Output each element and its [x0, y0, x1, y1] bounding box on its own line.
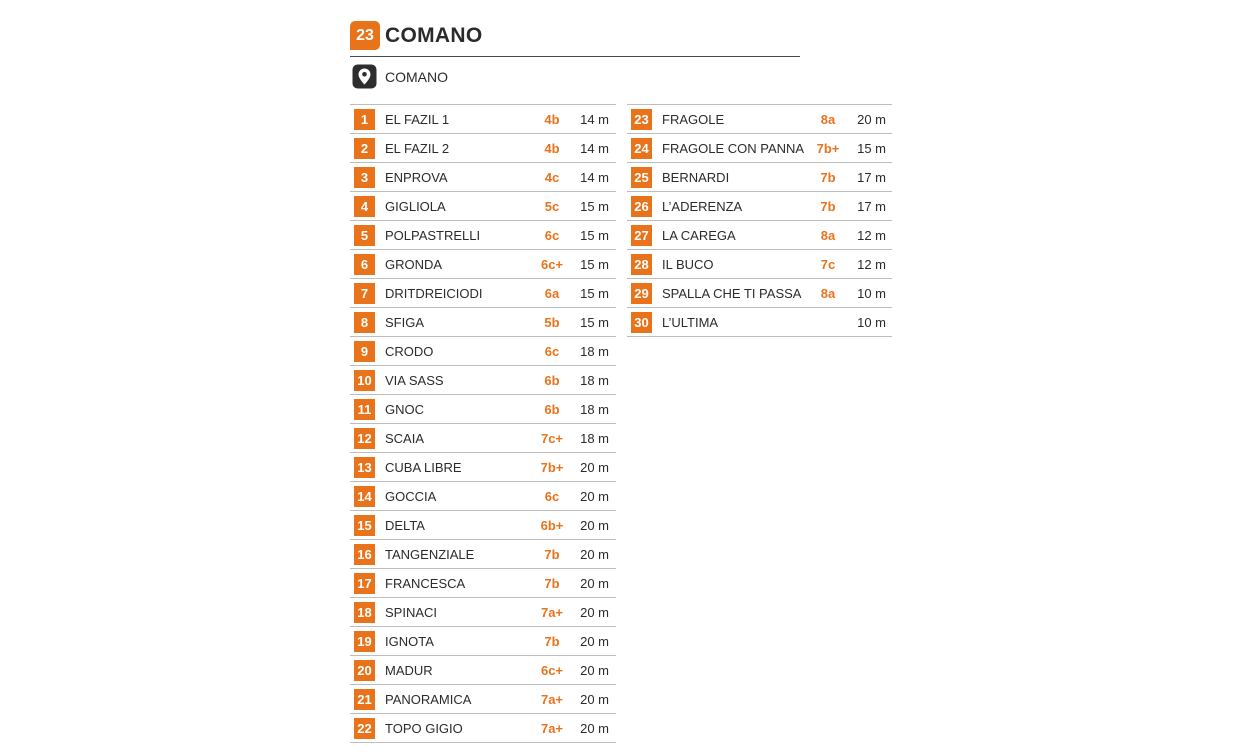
- route-name: LA CAREGA: [662, 228, 736, 243]
- route-grade: 7a+: [540, 605, 564, 620]
- route-grade: 6b: [544, 373, 560, 388]
- route-name: EL FAZIL 1: [385, 112, 450, 127]
- route-grade: 5c: [544, 199, 560, 214]
- route-length: 15 m: [580, 228, 609, 243]
- route-row: [627, 221, 892, 250]
- route-name: GRONDA: [385, 257, 443, 272]
- route-row: [627, 163, 892, 192]
- route-grade: 6c+: [540, 257, 564, 272]
- route-name: GNOC: [385, 402, 424, 417]
- route-row: [627, 308, 892, 337]
- route-number-badge: 9: [354, 341, 375, 362]
- route-row: [350, 540, 616, 569]
- route-name: L’ULTIMA: [662, 315, 719, 330]
- route-length: 12 m: [857, 257, 886, 272]
- route-grade: 7b: [544, 634, 560, 649]
- route-number-badge: 5: [354, 225, 375, 246]
- route-grade: 7b: [820, 170, 836, 185]
- route-row: [350, 250, 616, 279]
- route-number-badge: 22: [354, 718, 375, 739]
- route-grade: 8a: [820, 286, 836, 301]
- route-row: [350, 453, 616, 482]
- route-row: [350, 656, 616, 685]
- route-name: VIA SASS: [385, 373, 444, 388]
- route-length: 12 m: [857, 228, 886, 243]
- route-length: 18 m: [580, 344, 609, 359]
- route-row: [350, 221, 616, 250]
- route-number-badge: 13: [354, 457, 375, 478]
- location-label: COMANO: [385, 69, 448, 85]
- route-grade: 6c: [544, 228, 560, 243]
- route-grade: 7b: [544, 547, 560, 562]
- route-grade: 7c: [820, 257, 836, 272]
- route-number-badge: 21: [354, 689, 375, 710]
- location-pin-icon: [352, 64, 377, 89]
- route-length: 17 m: [857, 170, 886, 185]
- route-name: EL FAZIL 2: [385, 141, 450, 156]
- route-number-badge: 10: [354, 370, 375, 391]
- sector-number-badge: 23: [350, 21, 380, 50]
- route-row: [350, 308, 616, 337]
- route-length: 14 m: [580, 112, 609, 127]
- route-name: TANGENZIALE: [385, 547, 475, 562]
- route-length: 20 m: [580, 518, 609, 533]
- route-row: [350, 105, 616, 134]
- route-length: 20 m: [857, 112, 886, 127]
- route-row: [350, 366, 616, 395]
- route-number-badge: 23: [631, 109, 652, 130]
- route-row: [350, 714, 616, 743]
- route-name: DRITDREICIODI: [385, 286, 483, 301]
- route-number-badge: 16: [354, 544, 375, 565]
- route-grade: 4b: [544, 112, 560, 127]
- route-row: [350, 279, 616, 308]
- route-name: POLPASTRELLI: [385, 228, 481, 243]
- route-name: SFIGA: [385, 315, 425, 330]
- route-length: 15 m: [580, 199, 609, 214]
- route-name: MADUR: [385, 663, 433, 678]
- route-name: GIGLIOLA: [385, 199, 446, 214]
- route-number-badge: 27: [631, 225, 652, 246]
- route-number-badge: 20: [354, 660, 375, 681]
- route-name: CRODO: [385, 344, 434, 359]
- route-grade: 7b: [544, 576, 560, 591]
- route-name: L’ADERENZA: [662, 199, 743, 214]
- route-row: [350, 337, 616, 366]
- route-number-badge: 11: [354, 399, 375, 420]
- route-number-badge: 2: [354, 138, 375, 159]
- route-number-badge: 6: [354, 254, 375, 275]
- route-row: [350, 192, 616, 221]
- route-length: 20 m: [580, 489, 609, 504]
- route-name: FRAGOLE: [662, 112, 725, 127]
- route-length: 18 m: [580, 402, 609, 417]
- sector-header: [350, 21, 800, 57]
- route-name: FRAGOLE CON PANNA: [662, 141, 805, 156]
- route-name: DELTA: [385, 518, 425, 533]
- route-grade: 4c: [544, 170, 560, 185]
- route-number-badge: 8: [354, 312, 375, 333]
- route-number-badge: 17: [354, 573, 375, 594]
- route-number-badge: 12: [354, 428, 375, 449]
- route-name: CUBA LIBRE: [385, 460, 462, 475]
- route-length: 20 m: [580, 576, 609, 591]
- route-row: [627, 279, 892, 308]
- route-grade: 6c: [544, 489, 560, 504]
- route-row: [350, 395, 616, 424]
- route-name: IGNOTA: [385, 634, 434, 649]
- route-length: 18 m: [580, 431, 609, 446]
- route-number-badge: 14: [354, 486, 375, 507]
- route-grade: 7a+: [540, 692, 564, 707]
- route-row: [350, 569, 616, 598]
- route-name: SCAIA: [385, 431, 425, 446]
- route-length: 20 m: [580, 663, 609, 678]
- route-grade: 7b+: [816, 141, 840, 156]
- route-number-badge: 24: [631, 138, 652, 159]
- route-grade: 6b: [544, 402, 560, 417]
- route-name: SPINACI: [385, 605, 438, 620]
- route-length: 20 m: [580, 547, 609, 562]
- route-name: IL BUCO: [662, 257, 714, 272]
- route-name: GOCCIA: [385, 489, 437, 504]
- route-number-badge: 26: [631, 196, 652, 217]
- route-grade: 6c: [544, 344, 560, 359]
- route-number-badge: 7: [354, 283, 375, 304]
- routes-list-left: [350, 104, 616, 743]
- route-grade: 8a: [820, 228, 836, 243]
- route-name: PANORAMICA: [385, 692, 472, 707]
- route-length: 15 m: [580, 286, 609, 301]
- route-row: [627, 250, 892, 279]
- route-number-badge: 4: [354, 196, 375, 217]
- route-row: [350, 134, 616, 163]
- route-row: [350, 163, 616, 192]
- route-number-badge: 3: [354, 167, 375, 188]
- route-number-badge: 25: [631, 167, 652, 188]
- route-row: [350, 424, 616, 453]
- route-length: 15 m: [580, 315, 609, 330]
- route-length: 20 m: [580, 634, 609, 649]
- route-length: 15 m: [857, 141, 886, 156]
- route-number-badge: 29: [631, 283, 652, 304]
- route-grade: 5b: [544, 315, 560, 330]
- route-grade: 4b: [544, 141, 560, 156]
- route-length: 10 m: [857, 315, 886, 330]
- route-grade: 7c+: [540, 431, 564, 446]
- route-row: [350, 482, 616, 511]
- route-length: 18 m: [580, 373, 609, 388]
- route-row: [627, 105, 892, 134]
- route-grade: 6a: [544, 286, 560, 301]
- route-name: SPALLA CHE TI PASSA: [662, 286, 802, 301]
- route-length: 20 m: [580, 460, 609, 475]
- route-grade: 7b+: [540, 460, 564, 475]
- route-number-badge: 30: [631, 312, 652, 333]
- sector-title: COMANO: [385, 24, 483, 47]
- route-length: 15 m: [580, 257, 609, 272]
- routes-list-right: [627, 104, 892, 337]
- route-grade: 6c+: [540, 663, 564, 678]
- route-name: FRANCESCA: [385, 576, 466, 591]
- route-name: TOPO GIGIO: [385, 721, 463, 736]
- route-number-badge: 18: [354, 602, 375, 623]
- route-name: ENPROVA: [385, 170, 448, 185]
- route-number-badge: 28: [631, 254, 652, 275]
- route-row: [350, 685, 616, 714]
- route-length: 20 m: [580, 692, 609, 707]
- route-row: [627, 192, 892, 221]
- route-number-badge: 1: [354, 109, 375, 130]
- route-row: [350, 627, 616, 656]
- route-row: [350, 511, 616, 540]
- route-length: 17 m: [857, 199, 886, 214]
- route-length: 14 m: [580, 141, 609, 156]
- route-name: BERNARDI: [662, 170, 730, 185]
- route-grade: 7a+: [540, 721, 564, 736]
- route-grade: 8a: [820, 112, 836, 127]
- route-row: [350, 598, 616, 627]
- route-number-badge: 19: [354, 631, 375, 652]
- route-length: 20 m: [580, 721, 609, 736]
- route-length: 14 m: [580, 170, 609, 185]
- route-grade: 7b: [820, 199, 836, 214]
- route-length: 10 m: [857, 286, 886, 301]
- route-grade: 6b+: [540, 518, 564, 533]
- route-length: 20 m: [580, 605, 609, 620]
- route-row: [627, 134, 892, 163]
- route-number-badge: 15: [354, 515, 375, 536]
